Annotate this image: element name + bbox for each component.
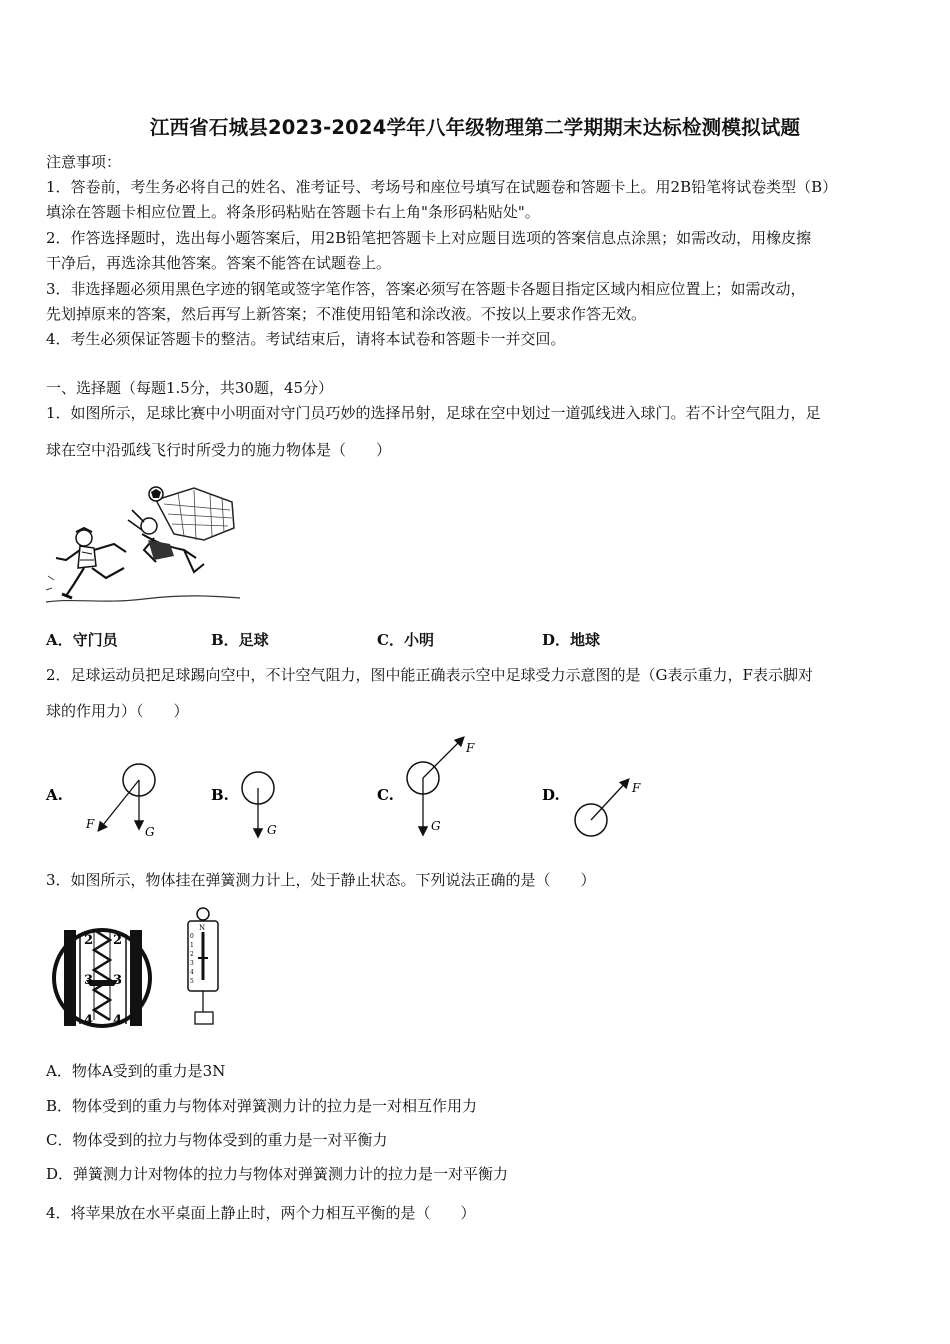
page-title: 江西省石城县2023-2024学年八年级物理第二学期期末达标检测模拟试题 (149, 116, 801, 139)
q1-option-d[interactable]: D．地球 (542, 631, 601, 649)
soccer-illustration (44, 480, 244, 608)
q3-option-c[interactable]: C．物体受到的拉力与物体受到的重力是一对平衡力 (46, 1131, 388, 1149)
q3-option-b[interactable]: B．物体受到的重力与物体对弹簧测力计的拉力是一对相互作用力 (46, 1097, 478, 1115)
q2-option-d[interactable]: D. (542, 786, 560, 804)
q2-d-label-f: F (632, 781, 641, 795)
meter-tick-3: 3 (190, 960, 194, 967)
q2-diagram-a (85, 764, 155, 839)
q2-force-diagrams (0, 730, 950, 850)
q1-option-c[interactable]: C．小明 (377, 631, 434, 649)
notice-line-2: 填涂在答题卡相应位置上。将条形码粘贴在答题卡右上角"条形码粘贴处"。 (46, 203, 540, 221)
q2-c-label-f: F (466, 741, 475, 755)
meter-unit: N (199, 924, 206, 932)
q2-option-c[interactable]: C. (377, 786, 394, 804)
section-heading: 一、选择题（每题1.5分，共30题，45分） (46, 379, 334, 397)
q3-stem: 3．如图所示，物体挂在弹簧测力计上，处于静止状态。下列说法正确的是（ ） (46, 871, 596, 889)
notice-line-1: 1．答卷前，考生务必将自己的姓名、准考证号、考场号和座位号填写在试题卷和答题卡上。用2B铅笔将试卷类型（B） (46, 178, 838, 196)
meter-tick-5: 5 (190, 978, 194, 985)
q2-a-label-g: G (145, 825, 155, 839)
q2-c-label-g: G (431, 819, 441, 833)
q2-a-label-f: F (86, 817, 95, 831)
q2-option-b[interactable]: B. (211, 786, 229, 804)
q1-stem-line1: 1．如图所示，足球比赛中小明面对守门员巧妙的选择吊射，足球在空中划过一道弧线进入球门。若不计空气阻力，足 (46, 404, 821, 422)
meter-tick-4: 4 (190, 969, 194, 976)
q3-spring-scale-figure (50, 900, 260, 1040)
meter-tick-1: 1 (190, 942, 194, 949)
scale-left-3: 3 (84, 973, 94, 988)
scale-right-4: 4 (113, 1013, 123, 1028)
q2-diagram-d (575, 780, 641, 836)
q2-stem-line2: 球的作用力）（ ） (46, 702, 189, 720)
q3-option-d[interactable]: D．弹簧测力计对物体的拉力与物体对弹簧测力计的拉力是一对平衡力 (46, 1165, 509, 1183)
scale-right-2: 2 (113, 933, 123, 948)
q1-option-a[interactable]: A．守门员 (46, 631, 118, 649)
notice-line-7: 4．考生必须保证答题卡的整洁。考试结束后，请将本试卷和答题卡一并交回。 (46, 330, 566, 348)
q2-stem-line1: 2．足球运动员把足球踢向空中，不计空气阻力，图中能正确表示空中足球受力示意图的是（G表示重力，F表示脚对 (46, 666, 813, 684)
magnified-scale (54, 930, 150, 1028)
notice-line-6: 先划掉原来的答案，然后再写上新答案；不准使用铅笔和涂改液。不按以上要求作答无效。 (46, 305, 647, 323)
q2-b-label-g: G (267, 823, 277, 837)
scale-right-3: 3 (113, 973, 123, 988)
scale-left-2: 2 (84, 933, 94, 948)
q2-option-a[interactable]: A. (46, 786, 63, 804)
q1-stem-line2: 球在空中沿弧线飞行时所受力的施力物体是（ ） (46, 441, 392, 459)
q3-option-a[interactable]: A．物体A受到的重力是3N (46, 1062, 226, 1080)
q4-stem: 4．将苹果放在水平桌面上静止时，两个力相互平衡的是（ ） (46, 1204, 476, 1222)
notice-line-3: 2．作答选择题时，选出每小题答案后，用2B铅笔把答题卡上对应题目选项的答案信息点涂黑；如需改动，用橡皮擦 (46, 229, 812, 247)
scale-left-4: 4 (84, 1013, 94, 1028)
q2-diagram-c (407, 738, 475, 834)
notice-line-4: 干净后，再选涂其他答案。答案不能答在试题卷上。 (46, 254, 392, 272)
q1-option-b[interactable]: B．足球 (211, 631, 269, 649)
notice-line-5: 3．非选择题必须用黑色字迹的钢笔或签字笔作答，答案必须写在答题卡各题目指定区域内相应位置上；如需改动， (46, 280, 806, 298)
spring-meter (188, 908, 218, 1024)
q2-diagram-b (242, 772, 277, 837)
meter-tick-0: 0 (190, 933, 194, 940)
meter-tick-2: 2 (190, 951, 194, 958)
notice-heading: 注意事项： (46, 153, 122, 171)
